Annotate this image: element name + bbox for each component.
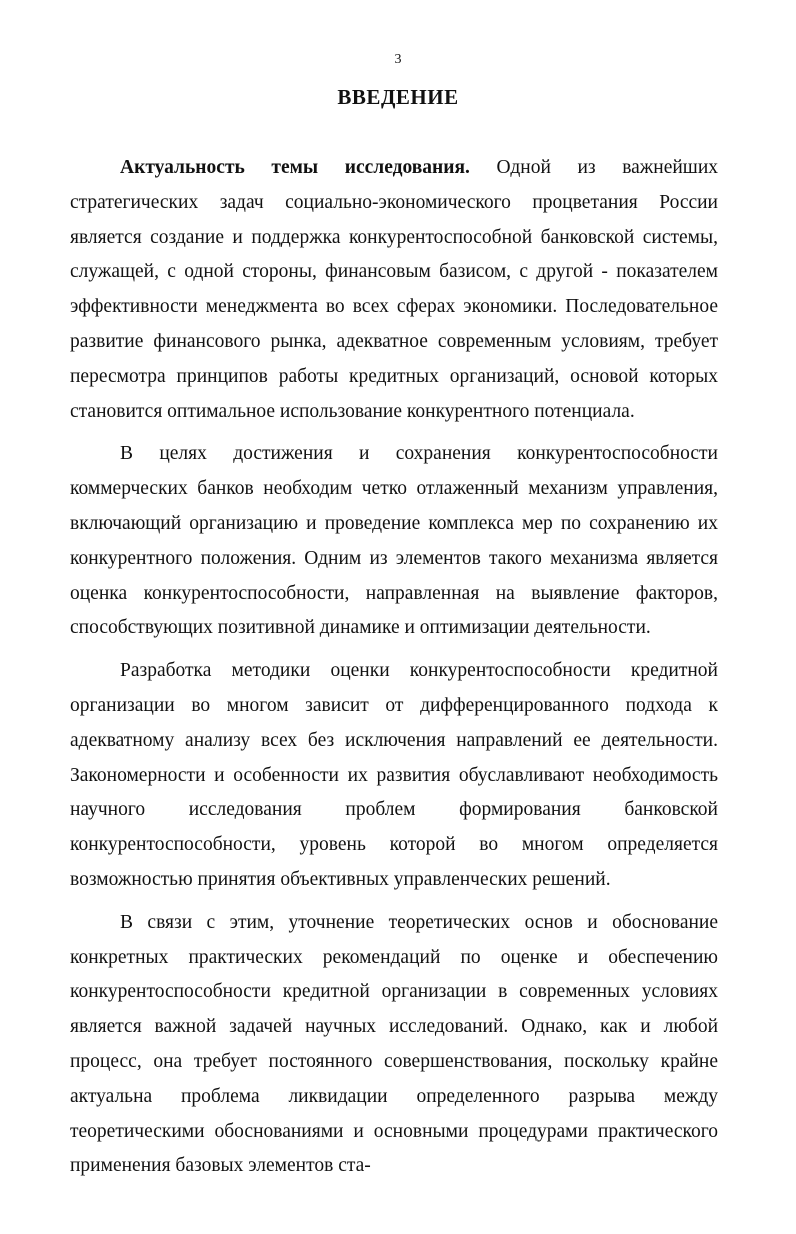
page-title: ВВЕДЕНИЕ — [337, 85, 459, 109]
body-text — [70, 151, 718, 1192]
paragraph-4: В связи с этим, уточнение теоретических основ и обоснование конкретных практических рекомендаций по оценке и обеспечению конкурентоспособности кредитной организации в современных условиях является важной задачей научных исследований. Однако, как и любой процесс, она требует постоянного совершенствования, поскольку крайне актуальна проблема ликвидации определенного разрыва между теоретическими обоснованиями и основными процедурами практического применения базовых элементов ста- — [70, 911, 718, 1177]
lead-heading: Актуальность темы исследования. — [120, 157, 470, 178]
paragraph-2: В целях достижения и сохранения конкурентоспособности коммерческих банков необходим четко отлаженный механизм управления, включающий организацию и проведение комплекса мер по сохранению их конкурентного положения. Одним из элементов такого механизма является оценка конкурентоспособности, направленная на выявление факторов, способствующих позитивной динамике и оптимизации деятельности. — [70, 443, 718, 639]
page-number: 3 — [394, 52, 402, 67]
paragraph-3: Разработка методики оценки конкурентоспособности кредитной организации во многом зависит от дифференцированного подхода к адекватному анализу всех без исключения направлений ее деятельности. Закономерности и особенности их развития обуславливают необходимость научного исследования проблем формирования банковской конкурентоспособности, уровень которой во многом определяется возможностью принятия объективных управленческих решений. — [70, 660, 718, 890]
paragraph-1-text: Одной из важнейших стратегических задач социально-экономического процветания России является создание и поддержка конкурентоспособной банковской системы, служащей, с одной стороны, финансовым базисом, с другой - показателем эффективности менеджмента во всех сферах экономики. Последовательное развитие финансового рынка, адекватное современным условиям, требует пересмотра принципов работы кредитных организаций, основой которых становится оптимальное использование конкурентного потенциала. — [70, 157, 719, 422]
paragraph-1 — [70, 151, 718, 429]
